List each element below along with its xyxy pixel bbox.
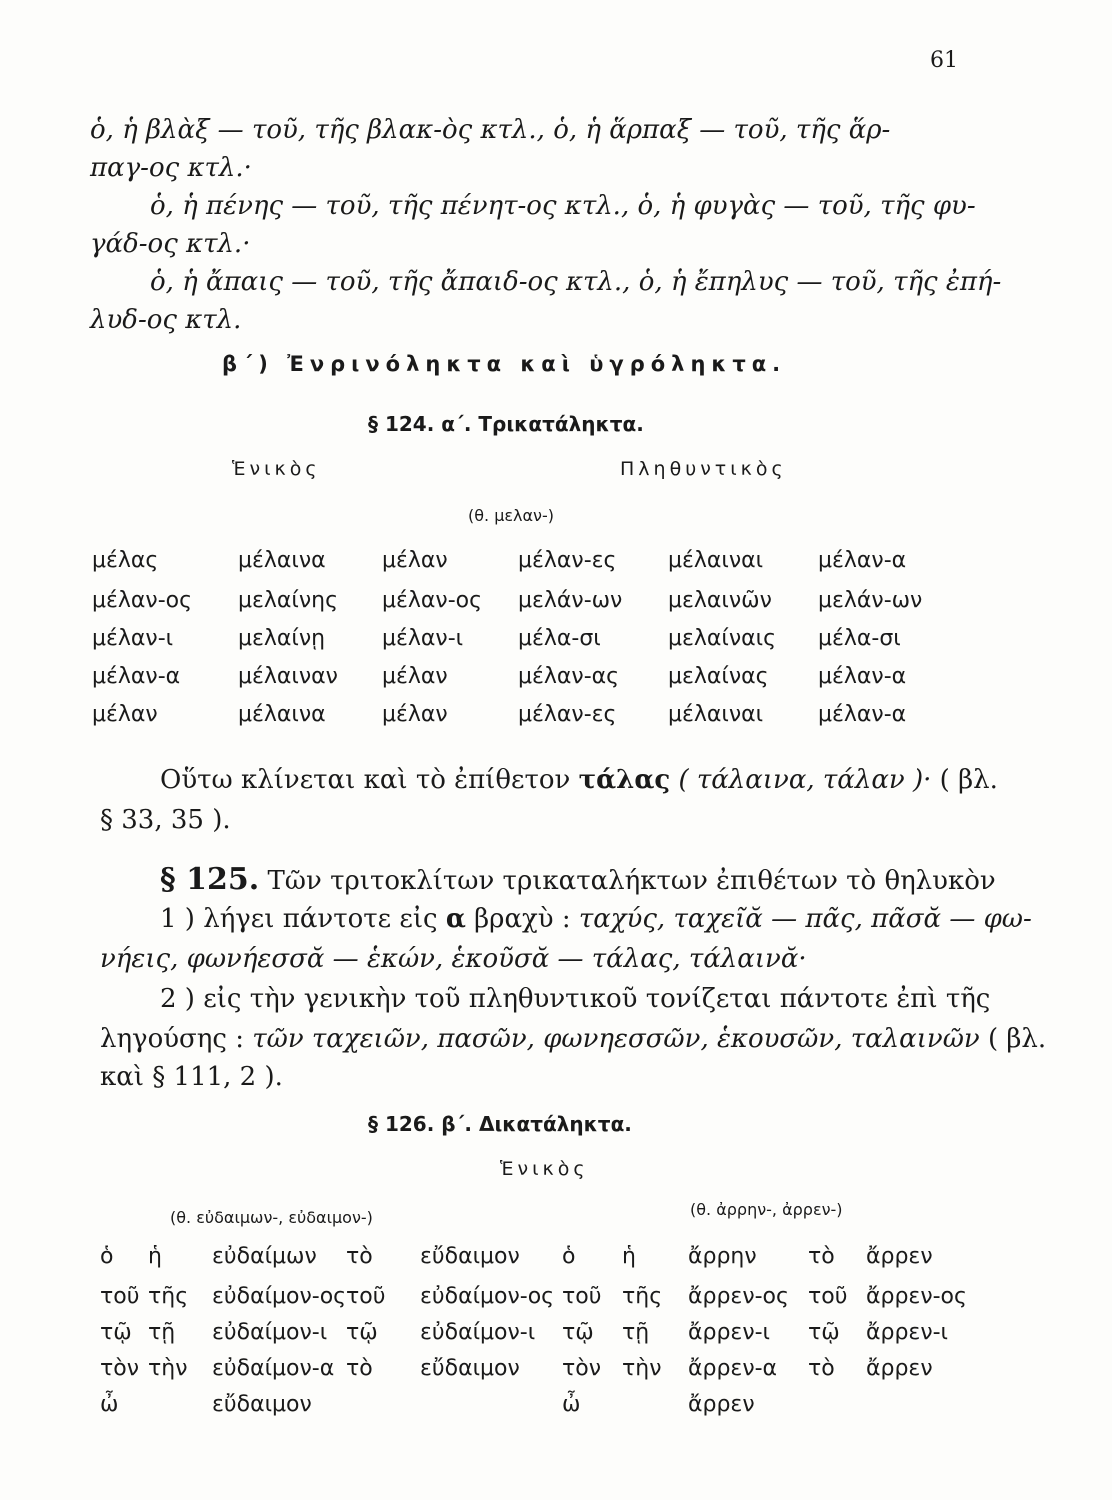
- sec126-cell: τοῦ: [346, 1284, 386, 1309]
- sec124-cell: μέλαν-ας: [518, 664, 620, 689]
- sec125-line1-text: Τῶν τριτοκλίτων τρικαταλήκτων ἐπιθέτων τὸ θηλυκὸν: [267, 866, 996, 896]
- sec124-cell: μέλαν: [382, 702, 448, 727]
- sec124-cell: μέλαιναι: [668, 548, 764, 573]
- sec124-cell: μέλαν-ες: [518, 548, 617, 573]
- sec126-cell: ἄρρεν-ι: [688, 1320, 770, 1345]
- sec126-cell: εὐδαίμον-ος: [420, 1284, 555, 1309]
- sec124-cell: μέλαν-α: [818, 702, 907, 727]
- sec126-cell: τὸ: [808, 1356, 835, 1381]
- intro-line-3: ὁ, ἡ πένης — τοῦ, τῆς πένητ-ος κτλ., ὁ, ἡ φυγὰς — τοῦ, τῆς φυ-: [150, 191, 976, 221]
- sec124-cell: μέλαν-ι: [382, 626, 464, 651]
- sec125-line2-italic: ταχύς, ταχεῖᾰ — πᾶς, πᾶσᾰ — φω-: [578, 904, 1032, 934]
- sec125-number: § 125.: [160, 862, 260, 897]
- intro-line-6: λυδ-ος κτλ.: [90, 305, 242, 335]
- sec124-cell: μελαινῶν: [668, 588, 772, 613]
- sec124-cell: μέλα-σι: [818, 626, 901, 651]
- sec124-cell: μέλαν: [92, 702, 158, 727]
- sec125-line2: [160, 904, 1032, 934]
- sec126-theme-left: (θ. εὐδαιμων-, εὐδαιμον-): [170, 1208, 373, 1227]
- sec126-singular-header: Ἑνικὸς: [500, 1158, 589, 1180]
- sec125-line5-prefix: ληγούσης :: [100, 1024, 244, 1054]
- sec126-cell: εὐδαίμων: [212, 1244, 317, 1269]
- sec126-cell: τὸν: [100, 1356, 139, 1381]
- sec124-cell: μέλαν-ος: [92, 588, 193, 613]
- sec126-cell: εὔδαιμον: [420, 1356, 520, 1381]
- sec124-cell: μέλαν-ες: [518, 702, 617, 727]
- sec124-title: § 124. α΄. Τρικατάληκτα.: [368, 412, 644, 436]
- sec126-cell: τῆς: [622, 1284, 663, 1309]
- sec125-line5-italic: τῶν ταχειῶν, πασῶν, φωνηεσσῶν, ἑκουσῶν, ταλαινῶν: [252, 1024, 980, 1054]
- sec125-line2-prefix: 1 ) λήγει πάντοτε εἰς: [160, 904, 438, 934]
- note-forms: ( τάλαινα, τάλαν )·: [678, 765, 932, 795]
- sec126-cell: ἡ: [148, 1244, 162, 1269]
- sec124-cell: μέλαν-α: [92, 664, 181, 689]
- sec126-cell: τὸν: [562, 1356, 601, 1381]
- sec124-cell: μελαίναις: [668, 626, 777, 651]
- sec126-cell: τῷ: [562, 1320, 594, 1345]
- page-number: 61: [930, 48, 958, 73]
- sec126-cell: ἄρρεν-ος: [688, 1284, 789, 1309]
- note-ref: ( βλ.: [939, 765, 998, 795]
- sec124-cell: μέλαν: [382, 664, 448, 689]
- sec124-cell: μέλαινα: [238, 548, 326, 573]
- sec126-cell: τῇ: [622, 1320, 650, 1345]
- sec125-line2-alpha: α: [445, 904, 466, 934]
- sec124-singular-header: Ἑνικὸς: [232, 458, 321, 480]
- sec124-cell: μελαίνας: [668, 664, 769, 689]
- sec124-cell: μέλαν-α: [818, 664, 907, 689]
- sec126-cell: ὁ: [562, 1244, 576, 1269]
- sec126-title: § 126. β΄. Δικατάληκτα.: [368, 1112, 632, 1136]
- sec126-cell: ἄρρεν-ι: [866, 1320, 948, 1345]
- sec126-cell: τὴν: [148, 1356, 188, 1381]
- sec126-cell: ἄρρεν-ος: [866, 1284, 967, 1309]
- sec126-cell: εὐδαίμον-ι: [212, 1320, 328, 1345]
- sec125-line1: [160, 862, 996, 897]
- sec124-note-ref2: § 33, 35 ).: [100, 805, 231, 835]
- sec126-cell: ὦ: [100, 1392, 119, 1417]
- note-word: τάλας: [578, 765, 671, 795]
- sec126-cell: εὐδαίμον-α: [212, 1356, 335, 1381]
- sec125-line2-mid: βραχὺ :: [474, 904, 571, 934]
- sec125-line5-suffix: ( βλ.: [987, 1024, 1047, 1054]
- note-prefix: Οὕτω κλίνεται καὶ τὸ ἐπίθετον: [160, 765, 571, 795]
- sec124-cell: μελάν-ων: [818, 588, 923, 613]
- sec125-line4: 2 ) εἰς τὴν γενικὴν τοῦ πληθυντικοῦ τονίζεται πάντοτε ἐπὶ τῆς: [160, 984, 991, 1014]
- intro-line-4: γάδ-ος κτλ.·: [90, 229, 251, 259]
- sec124-cell: μελαίνης: [238, 588, 338, 613]
- sec124-cell: μέλας: [92, 548, 159, 573]
- sec126-cell: τὸ: [346, 1244, 373, 1269]
- sec124-cell: μέλαιναι: [668, 702, 764, 727]
- sec126-cell: ἄρρην: [688, 1244, 757, 1269]
- sec124-cell: μέλαν-α: [818, 548, 907, 573]
- sec126-cell: εὔδαιμον: [212, 1392, 312, 1417]
- sec126-cell: τῷ: [100, 1320, 132, 1345]
- sec124-note: [160, 765, 998, 795]
- sec126-cell: τοῦ: [808, 1284, 848, 1309]
- sec124-cell: μέλαν: [382, 548, 448, 573]
- sec126-cell: τὴν: [622, 1356, 662, 1381]
- sec124-cell: μέλαινα: [238, 702, 326, 727]
- sec126-cell: τὸ: [808, 1244, 835, 1269]
- intro-line-5: ὁ, ἡ ἄπαις — τοῦ, τῆς ἄπαιδ-ος κτλ., ὁ, ἡ ἔπηλυς — τοῦ, τῆς ἐπή-: [150, 267, 1002, 297]
- sec126-cell: ἡ: [622, 1244, 636, 1269]
- intro-line-1: ὁ, ἡ βλὰξ — τοῦ, τῆς βλακ-ὸς κτλ., ὁ, ἡ ἅρπαξ — τοῦ, τῆς ἅρ-: [90, 115, 891, 145]
- sec126-cell: τῆς: [148, 1284, 189, 1309]
- sec126-cell: τοῦ: [100, 1284, 140, 1309]
- sec124-cell: μέλα-σι: [518, 626, 601, 651]
- sec126-cell: τοῦ: [562, 1284, 602, 1309]
- sec126-cell: τῇ: [148, 1320, 176, 1345]
- sec126-cell: τῷ: [346, 1320, 378, 1345]
- sec126-cell: ὦ: [562, 1392, 581, 1417]
- sec124-cell: μελάν-ων: [518, 588, 623, 613]
- sec126-cell: τὸ: [346, 1356, 373, 1381]
- sec126-cell: ἄρρεν: [866, 1356, 933, 1381]
- sec126-cell: τῷ: [808, 1320, 840, 1345]
- sec124-plural-header: Πληθυντικὸς: [620, 458, 787, 480]
- sec124-cell: μέλαν-ι: [92, 626, 174, 651]
- sec126-cell: ἄρρεν: [688, 1392, 755, 1417]
- sec125-line5: [100, 1024, 1046, 1054]
- sec124-cell: μέλαιναν: [238, 664, 338, 689]
- sec126-cell: εὐδαίμον-ος: [212, 1284, 347, 1309]
- sec126-cell: εὔδαιμον: [420, 1244, 520, 1269]
- sec126-cell: ὁ: [100, 1244, 114, 1269]
- sec126-cell: ἄρρεν: [866, 1244, 933, 1269]
- sec124-cell: μέλαν-ος: [382, 588, 483, 613]
- sec125-line3: νήεις, φωνήεσσᾰ — ἑκών, ἑκοῦσᾰ — τάλας, τάλαινᾰ·: [100, 944, 807, 974]
- section-b-title: β΄) Ἐνρινόληκτα καὶ ὑγρόληκτα.: [222, 352, 787, 376]
- sec126-cell: ἄρρεν-α: [688, 1356, 778, 1381]
- sec124-theme: (θ. μελαν-): [468, 506, 554, 525]
- intro-line-2: παγ-ος κτλ.·: [90, 153, 252, 183]
- sec126-cell: εὐδαίμον-ι: [420, 1320, 536, 1345]
- sec124-cell: μελαίνῃ: [238, 626, 326, 651]
- sec125-line6: καὶ § 111, 2 ).: [100, 1062, 283, 1092]
- sec126-theme-right: (θ. ἀρρην-, ἀρρεν-): [690, 1200, 843, 1219]
